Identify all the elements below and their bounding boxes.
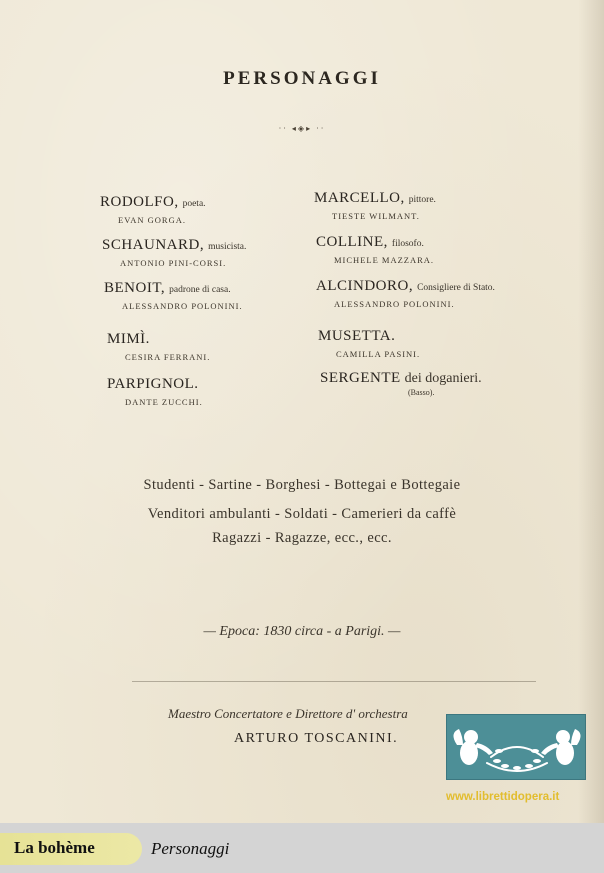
- role-description: poeta.: [182, 199, 206, 209]
- conductor-title: Maestro Concertatore e Direttore d' orchestra: [168, 706, 408, 721]
- role-schaunard: [102, 236, 246, 268]
- role-musetta: [318, 327, 420, 359]
- singer-name: MICHELE MAZZARA.: [334, 255, 435, 265]
- role-description: dei doganieri.: [404, 371, 482, 386]
- era-line: — Epoca: 1830 circa - a Parigi. —: [203, 624, 401, 639]
- singer-name: DANTE ZUCCHI.: [125, 397, 203, 407]
- page-heading: PERSONAGGI: [223, 68, 381, 89]
- singer-name: TIESTE WILMANT.: [332, 211, 420, 221]
- role-colline: [316, 233, 434, 265]
- role-sergente: [320, 369, 482, 397]
- role-rodolfo: [100, 193, 206, 225]
- role-name: MARCELLO,: [314, 190, 405, 206]
- voice-type: (Basso).: [408, 388, 435, 397]
- role-parpignol: [107, 375, 203, 407]
- role-description: pittore.: [408, 195, 436, 205]
- singer-name: CAMILLA PASINI.: [336, 349, 421, 359]
- singer-name: ALESSANDRO POLONINI.: [122, 301, 243, 311]
- role-name: ALCINDORO,: [316, 278, 414, 294]
- role-name: SERGENTE: [320, 370, 401, 386]
- role-name: SCHAUNARD,: [102, 237, 205, 253]
- role-name: MUSETTA.: [318, 328, 396, 344]
- singer-name: ALESSANDRO POLONINI.: [334, 299, 455, 309]
- role-name: PARPIGNOL.: [107, 376, 199, 392]
- cherubs-laurel-wreath-icon: [447, 715, 587, 781]
- role-description: padrone di casa.: [169, 285, 231, 295]
- chorus-line-2: Venditori ambulanti - Soldati - Camerieri da caffè: [147, 506, 457, 522]
- conductor-name: ARTURO TOSCANINI.: [234, 731, 399, 746]
- role-mimi: [107, 330, 210, 362]
- singer-name: CESIRA FERRANI.: [125, 352, 211, 362]
- footer-bar: [0, 823, 604, 873]
- section-subtitle: Personaggi: [151, 839, 230, 858]
- opera-title: La bohème: [14, 838, 95, 857]
- libretti-logo[interactable]: [446, 714, 586, 780]
- singer-name: EVAN GORGA.: [118, 215, 186, 225]
- role-name: RODOLFO,: [100, 194, 179, 210]
- divider-rule: [132, 681, 536, 682]
- singer-name: ANTONIO PINI-CORSI.: [120, 258, 227, 268]
- role-name: BENOIT,: [104, 280, 166, 296]
- role-description: Consigliere di Stato.: [417, 283, 495, 293]
- role-name: MIMÌ.: [107, 331, 150, 347]
- role-description: filosofo.: [391, 239, 424, 249]
- role-marcello: [314, 189, 436, 221]
- chorus-line-3: Ragazzi - Ragazze, ecc., ecc.: [212, 530, 392, 546]
- role-benoit: [104, 279, 243, 311]
- chorus-line-1: Studenti - Sartine - Borghesi - Bottegai e Bottegaie: [143, 477, 461, 493]
- role-description: musicista.: [208, 242, 247, 252]
- ornament-divider: ·· ◂◈▸ ··: [278, 124, 326, 133]
- logo-url-link[interactable]: www.librettidopera.it: [446, 791, 560, 803]
- role-alcindoro: [316, 277, 495, 309]
- role-name: COLLINE,: [316, 234, 388, 250]
